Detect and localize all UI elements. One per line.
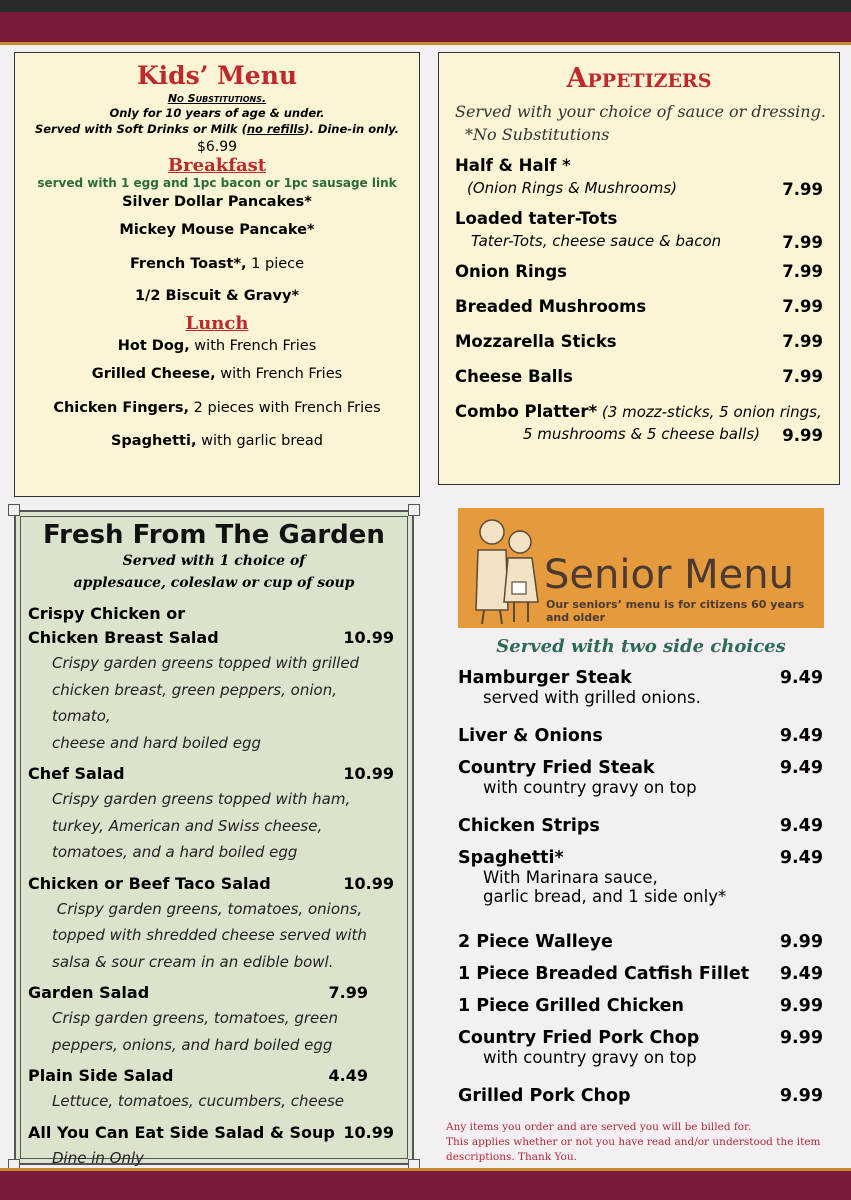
appetizer-item: Loaded tater-Tots Tater-Tots, cheese sauce & bacon 7.99 bbox=[455, 209, 823, 252]
appetizer-item: Cheese Balls 7.99 bbox=[455, 367, 823, 386]
kids-lunch-item: Chicken Fingers, 2 pieces with French Fries bbox=[53, 399, 381, 416]
top-gold-line bbox=[0, 42, 851, 45]
garden-item: Plain Side Salad 4.49 Lettuce, tomatoes, cucumbers, cheese bbox=[28, 1066, 368, 1110]
senior-item: 1 Piece Grilled Chicken 9.99 bbox=[458, 996, 823, 1016]
kids-lunch-heading: Lunch bbox=[185, 313, 249, 334]
senior-item: Grilled Pork Chop 9.99 bbox=[458, 1086, 823, 1106]
kids-breakfast-heading: Breakfast bbox=[167, 155, 267, 176]
kids-drink-note: Served with Soft Drinks or Milk (no refills). Dine-in only. bbox=[34, 122, 400, 136]
kids-lunch-item: Grilled Cheese, with French Fries bbox=[91, 366, 343, 382]
senior-menu-subtitle: Our seniors’ menu is for citizens 60 years and older bbox=[546, 598, 805, 624]
kids-age-note: Only for 10 years of age & under. bbox=[109, 106, 325, 120]
senior-menu-title: Senior Menu bbox=[544, 552, 794, 598]
senior-item: 2 Piece Walleye 9.99 bbox=[458, 932, 823, 952]
kids-price: $6.99 bbox=[196, 139, 238, 155]
appetizer-item: Mozzarella Sticks 7.99 bbox=[455, 332, 823, 351]
billing-disclaimer: Any items you order and are served you will be billed for. This applies whether or not you have read and/or understood the item descriptions. Thank You. bbox=[446, 1121, 821, 1163]
garden-item: All You Can Eat Side Salad & Soup 10.99 Dine in Only bbox=[28, 1122, 394, 1167]
garden-item: Chicken or Beef Taco Salad 10.99 Crispy garden greens, tomatoes, onions, topped with shredded cheese served with salsa & sour cream in an edible bowl. bbox=[28, 873, 394, 971]
kids-lunch-item: Spaghetti, with garlic bread bbox=[110, 433, 324, 449]
appetizers-panel bbox=[438, 52, 840, 485]
garden-title: Fresh From The Garden bbox=[43, 520, 385, 550]
senior-item: Country Fried Steak 9.49 with country gravy on top bbox=[458, 758, 823, 797]
senior-couple-illustration bbox=[464, 510, 548, 628]
corner-ornament bbox=[408, 504, 420, 516]
senior-item: 1 Piece Breaded Catfish Fillet 9.49 bbox=[458, 964, 823, 984]
kids-breakfast-item: 1/2 Biscuit & Gravy* bbox=[134, 288, 300, 304]
garden-note-2: applesauce, coleslaw or cup of soup bbox=[73, 575, 355, 591]
top-maroon-band bbox=[0, 12, 851, 42]
senior-item: Liver & Onions 9.49 bbox=[458, 726, 823, 746]
kids-lunch-item: Hot Dog, with French Fries bbox=[117, 338, 317, 354]
kids-menu-title: Kids’ Menu bbox=[136, 61, 298, 90]
kids-breakfast-item: French Toast*, 1 piece bbox=[129, 255, 305, 272]
senior-item: Hamburger Steak 9.49 served with grilled onions. bbox=[458, 668, 823, 707]
appetizers-note: Served with your choice of sauce or dressing. *No Substitutions bbox=[455, 102, 826, 144]
appetizers-title: Appetizers bbox=[566, 63, 712, 94]
corner-ornament bbox=[8, 504, 20, 516]
kids-menu-panel bbox=[14, 52, 420, 497]
appetizer-combo-item: Combo Platter* (3 mozz-sticks, 5 onion rings, 5 mushrooms & 5 cheese balls) 9.99 bbox=[455, 402, 823, 445]
senior-item: Chicken Strips 9.49 bbox=[458, 816, 823, 836]
garden-item: Garden Salad 7.99 Crisp garden greens, tomatoes, green peppers, onions, and hard boiled egg bbox=[28, 983, 368, 1054]
garden-note-1: Served with 1 choice of bbox=[122, 553, 306, 569]
senior-item: Country Fried Pork Chop 9.99 with country gravy on top bbox=[458, 1028, 823, 1067]
senior-sides-note: Served with two side choices bbox=[496, 636, 786, 657]
kids-breakfast-item: Mickey Mouse Pancake* bbox=[119, 222, 315, 238]
top-dark-bar bbox=[0, 0, 851, 12]
garden-panel bbox=[14, 510, 414, 1165]
garden-item: Chef Salad 10.99 Crispy garden greens topped with ham, turkey, American and Swiss cheese, tomatoes, and a hard boiled egg bbox=[28, 764, 394, 861]
bottom-maroon-band bbox=[0, 1171, 851, 1200]
kids-breakfast-item: Silver Dollar Pancakes* bbox=[122, 194, 312, 210]
appetizer-item: Breaded Mushrooms 7.99 bbox=[455, 297, 823, 316]
appetizer-item: Half & Half * (Onion Rings & Mushrooms) 7.99 bbox=[455, 156, 823, 199]
appetizer-item: Onion Rings 7.99 bbox=[455, 262, 823, 281]
senior-banner bbox=[458, 508, 824, 628]
kids-no-substitutions: No Substitutions. bbox=[167, 92, 267, 105]
senior-item: Spaghetti* 9.49 With Marinara sauce, garlic bread, and 1 side only* bbox=[458, 848, 823, 906]
kids-breakfast-subtitle: served with 1 egg and 1pc bacon or 1pc sausage link bbox=[37, 176, 397, 190]
garden-item: Crispy Chicken or Chicken Breast Salad 10.99 Crispy garden greens topped with grilled chicken breast, green peppers, onion, tomato, cheese and hard boiled egg bbox=[28, 604, 394, 752]
